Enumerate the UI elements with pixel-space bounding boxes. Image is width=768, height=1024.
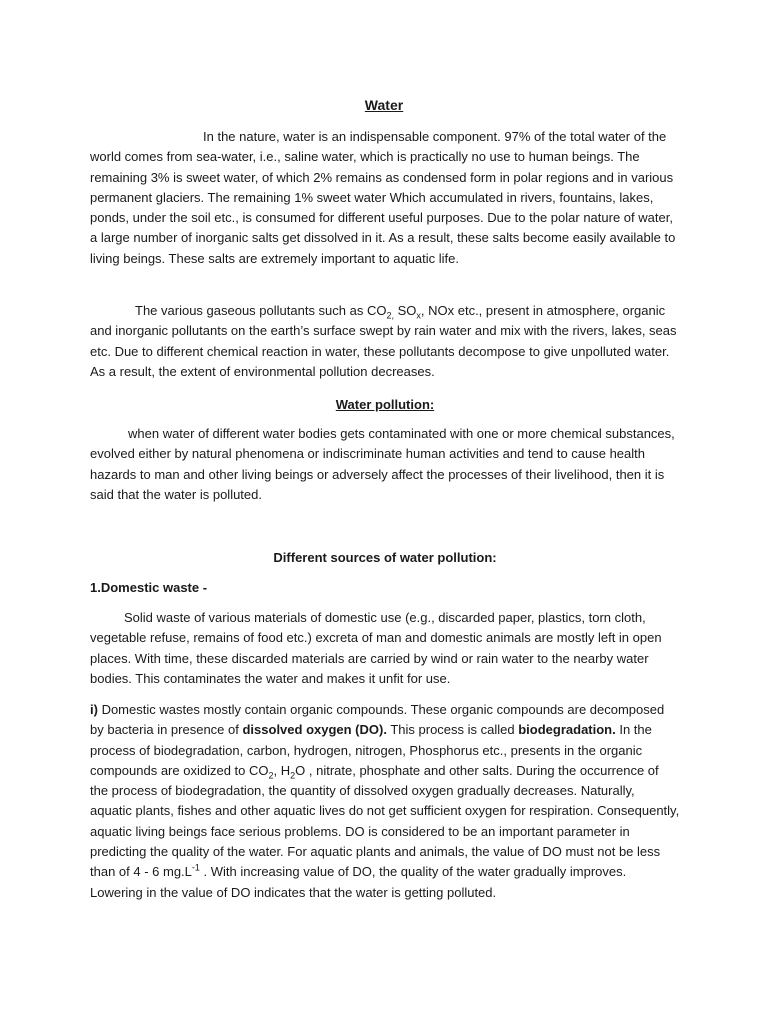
intro-paragraph-2: The various gaseous pollutants such as $CO_{2,}$ $SO_x$, NOx etc., present in atmosphere, organic and inorganic pollutants on the earth’s surface swept by rain water and mix with the rivers, lakes, seas etc. Due to different chemical reaction in water, these pollutants decompose to give unpolluted water. As a result, the extent of environmental pollution decreases. bbox=[90, 303, 677, 379]
domestic-waste-heading: 1.Domestic waste - bbox=[90, 580, 208, 595]
sources-heading: Different sources of water pollution: bbox=[273, 550, 497, 565]
intro-paragraph-1: In the nature, water is an indispensable component. 97% of the total water of the world comes from sea-water, i.e., saline water, which is practically no use to human beings. The remaining 3% is sweet water, of which 2% remains as condensed form in polar regions and in various permanent glaciers. The remaining 1% sweet water Which accumulated in rivers, fountains, lakes, ponds, under the soil etc., is consumed for different useful purposes. Due to the polar nature of water, a large number of inorganic salts get dissolved in it. As a result, these salts become easily available to living beings. These salts are extremely important to aquatic life. bbox=[90, 129, 676, 266]
biodegradation-paragraph: i) Domestic wastes mostly contain organic compounds. These organic compounds are decomposed by bacteria in presence of dissolved oxygen (DO). This process is called biodegradation. In the process of biodegradation, carbon, hydrogen, nitrogen, Phosphorus etc., presents in the organic compounds are oxidized to $CO_2$, $H_2O$ , nitrate, phosphate and other salts. During the occurrence of the process of biodegradation, the quantity of dissolved oxygen gradually decreases. Naturally, aquatic plants, fishes and other aquatic lives do not get sufficient oxygen for respiration. Consequently, aquatic living beings face serious problems. DO is considered to be an important parameter in predicting the quality of the water. For aquatic plants and animals, the value of DO must not be less than of 4 - 6 $mg.L^{-1}$ . With increasing value of DO, the quality of the water gradually improves. Lowering in the value of DO indicates that the water is getting polluted. bbox=[90, 702, 680, 900]
page-title: Water bbox=[364, 97, 404, 113]
water-pollution-heading: Water pollution: bbox=[335, 397, 435, 412]
domestic-waste-paragraph: Solid waste of various materials of domestic use (e.g., discarded paper, plastics, torn cloth, vegetable refuse, remains of food etc.) excreta of man and domestic animals are mostly left in open places. With time, these discarded materials are carried by wind or rain water to the nearby water bodies. This contaminates the water and makes it unfit for use. bbox=[90, 610, 662, 686]
water-pollution-paragraph: when water of different water bodies gets contaminated with one or more chemical substances, evolved either by natural phenomena or indiscriminate human activities and tend to cause health hazards to man and other living beings or adversely affect the processes of their livelihood, then it is said that the water is polluted. bbox=[90, 426, 675, 502]
